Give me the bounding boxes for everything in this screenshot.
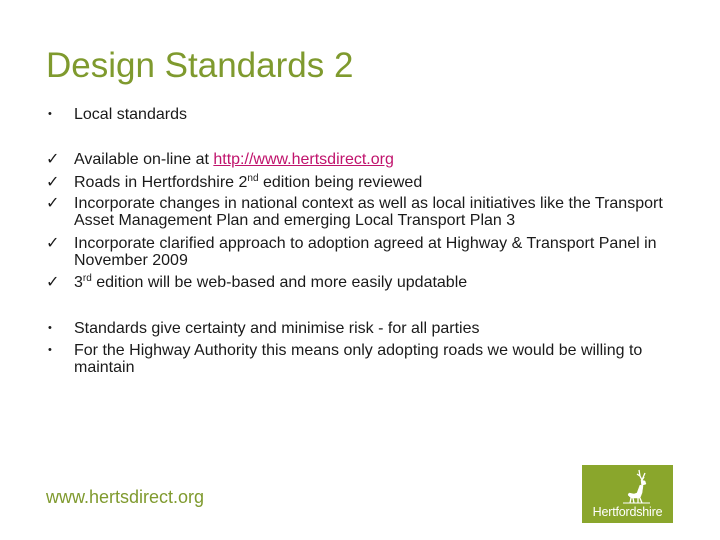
- ordinal-suffix: nd: [247, 173, 259, 184]
- item-text: Local standards: [74, 106, 187, 123]
- item-text-prefix: Roads in Hertfordshire 2: [74, 174, 248, 191]
- item-text-prefix: Available on-line at: [74, 151, 214, 168]
- footer-website-link[interactable]: www.hertsdirect.org: [46, 487, 205, 507]
- website-link[interactable]: http://www.hertsdirect.org: [213, 151, 394, 168]
- checkmark-icon: ✓: [46, 195, 60, 212]
- ordinal-suffix: rd: [82, 273, 92, 284]
- checkmark-icon: ✓: [46, 235, 60, 252]
- item-text-suffix: edition being reviewed: [258, 174, 423, 191]
- item-text: Incorporate clarified approach to adoption agreed at Highway & Transport Panel in November 2009: [74, 235, 657, 269]
- item-text: Standards give certainty and minimise risk - for all parties: [74, 320, 480, 337]
- item-text: [74, 274, 684, 291]
- bullet-icon: •: [48, 322, 52, 334]
- hertfordshire-logo: [582, 465, 673, 523]
- item-text: [74, 174, 684, 191]
- item-text: [74, 151, 684, 168]
- checkmark-icon: ✓: [46, 174, 60, 191]
- checkmark-icon: ✓: [46, 151, 60, 168]
- slide-title: Design Standards 2: [46, 46, 354, 85]
- item-text-prefix: 3: [74, 274, 83, 291]
- item-text: Incorporate changes in national context as well as local initiatives like the Transport Asset Management Plan and emerging Local Transport Plan 3: [74, 195, 663, 229]
- bullet-icon: •: [48, 344, 52, 356]
- item-text: For the Highway Authority this means only adopting roads we would be willing to maintain: [74, 342, 643, 376]
- bullet-icon: •: [48, 108, 52, 120]
- item-text-suffix: edition will be web-based and more easily updatable: [91, 274, 468, 291]
- logo-wordmark: Hertfordshire: [592, 505, 663, 519]
- checkmark-icon: ✓: [46, 274, 60, 291]
